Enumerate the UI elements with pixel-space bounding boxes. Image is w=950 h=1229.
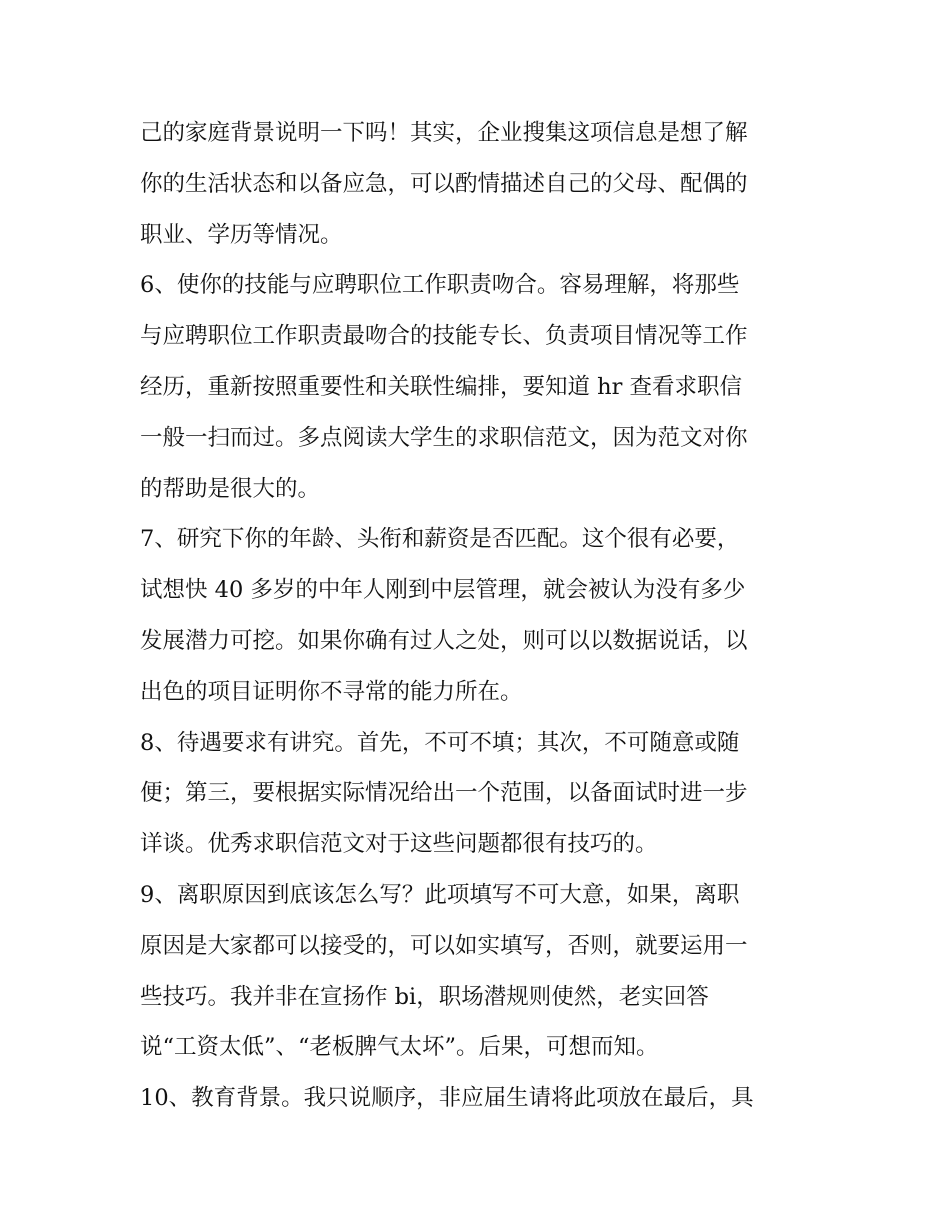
text-line: 9、离职原因到底该怎么写？此项填写不可大意，如果，离职: [140, 881, 740, 908]
text-line: 8、待遇要求有讲究。首先，不可不填；其次，不可随意或随: [140, 729, 740, 756]
text-line: 发展潜力可挖。如果你确有过人之处，则可以以数据说话，以: [140, 627, 748, 654]
text-line: 些技巧。我并非在宣扬作 bi，职场潜规则使然，老实回答: [140, 983, 709, 1010]
text-line: 7、研究下你的年龄、头衔和薪资是否匹配。这个很有必要，: [140, 526, 740, 553]
text-line: 出色的项目证明你不寻常的能力所在。: [140, 678, 523, 705]
text-line: 试想快 40 多岁的中年人刚到中层管理，就会被认为没有多少: [140, 577, 746, 604]
text-line: 的帮助是很大的。: [140, 475, 321, 502]
text-line: 与应聘职位工作职责最吻合的技能专长、负责项目情况等工作: [140, 323, 748, 350]
text-line: 6、使你的技能与应聘职位工作职责吻合。容易理解，将那些: [140, 272, 740, 299]
text-line: 你的生活状态和以备应急，可以酌情描述自己的父母、配偶的: [140, 170, 748, 197]
text-line: 说“工资太低”、“老板脾气太坏”。后果，可想而知。: [140, 1034, 659, 1061]
text-line: 职业、学历等情况。: [140, 221, 343, 248]
text-line: 一般一扫而过。多点阅读大学生的求职信范文，因为范文对你: [140, 424, 748, 451]
text-line: 己的家庭背景说明一下吗！其实，企业搜集这项信息是想了解: [140, 120, 748, 146]
document-body: [140, 108, 820, 1124]
text-line: 经历，重新按照重要性和关联性编排，要知道 hr 查看求职信: [140, 373, 743, 400]
text-line: 便；第三，要根据实际情况给出一个范围，以备面试时进一步: [140, 780, 748, 807]
text-line: 详谈。优秀求职信范文对于这些问题都很有技巧的。: [140, 831, 658, 858]
text-line: 10、教育背景。我只说顺序，非应届生请将此项放在最后，具: [140, 1085, 754, 1112]
text-line: 原因是大家都可以接受的，可以如实填写，否则，就要运用一: [140, 932, 748, 959]
